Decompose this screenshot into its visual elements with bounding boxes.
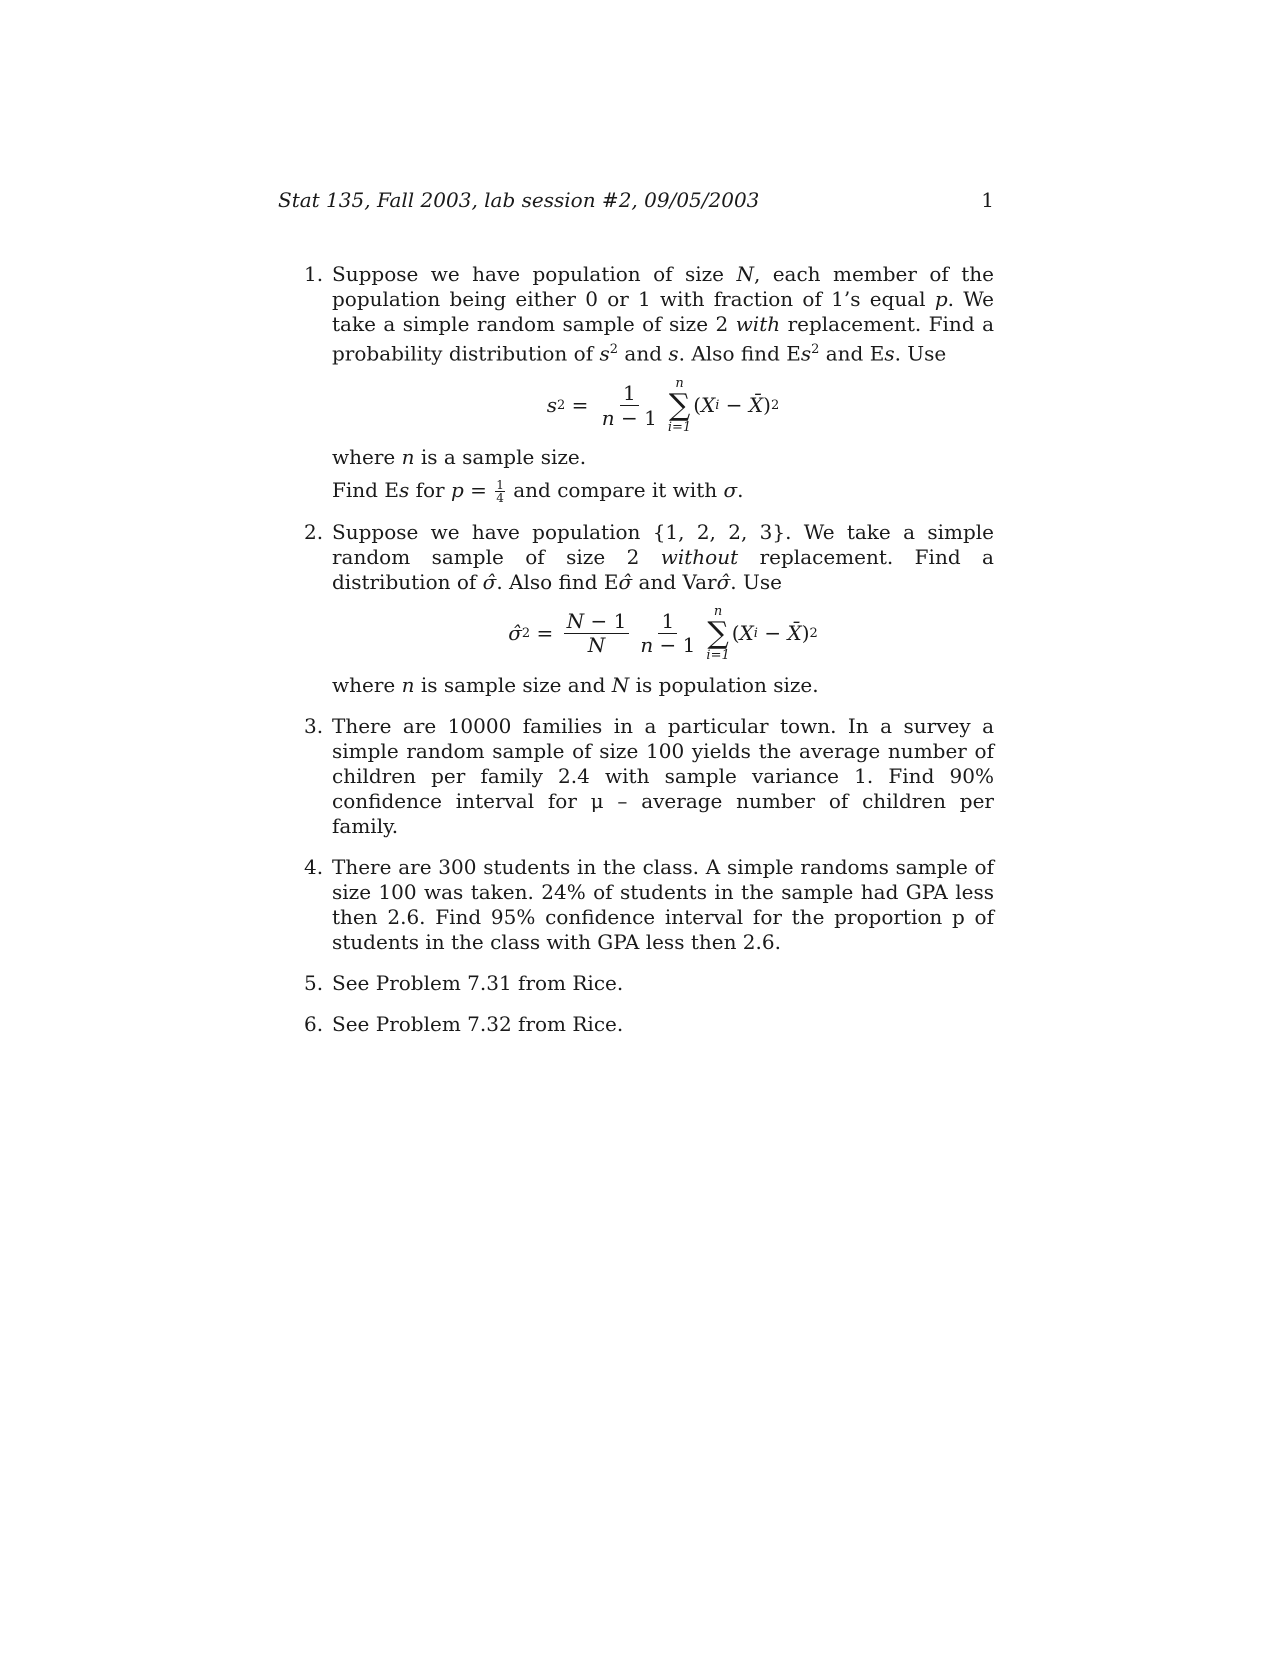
- problem-list-container: [278, 262, 994, 1053]
- problem-number: 1.: [304, 262, 324, 286]
- equation-sample-variance: s 2 = $\frac{1}{n - 1}$ n ∑ i=1 ( X i − X̄ ) 2: [546, 375, 780, 435]
- problem-list: [278, 262, 994, 1037]
- page-header: [278, 188, 994, 212]
- problem-1-where: where n is a sample size.: [332, 444, 587, 469]
- problem-4: [278, 855, 994, 955]
- problem-2: [278, 520, 994, 698]
- problem-number: 2.: [304, 519, 324, 544]
- problem-3-text: There are 10000 families in a particular town. In a survey a simple random sample of size 100 yields the average number of children per family 2.4 with sample variance 1. Find 90% confidence interval for μ – average number of children per family.: [332, 713, 994, 838]
- problem-number: 4.: [304, 854, 324, 879]
- problem-1-text: Suppose we have population of size N, each member of the population being either 0 or 1 with fraction of 1’s equal p. We take a simple random sample of size 2 with replacement. Find a probability distribution of $s^2$ and s. Also find Es$^2$ and Es. Use: [332, 262, 994, 366]
- problem-4-text: There are 300 students in the class. A simple randoms sample of size 100 was taken. 24% of students in the sample had GPA less then 2.6. Find 95% confidence interval for the proportion p of students in the class with GPA less then 2.6.: [332, 854, 994, 954]
- problem-6-text: See Problem 7.32 from Rice.: [332, 1011, 624, 1036]
- problem-1-find: Find Es for p = $\frac{1}{4}$ and compare it with σ.: [332, 477, 744, 505]
- problem-3: [278, 714, 994, 839]
- problem-5-text: See Problem 7.31 from Rice.: [332, 970, 624, 995]
- problem-6: [278, 1012, 994, 1037]
- header-title: Stat 135, Fall 2003, lab session #2, 09/05/2003: [278, 188, 760, 212]
- equation-sigma-hat: σ̂ 2 = $\frac{N - 1}{N}$ $\frac{1}{n - 1}$ n ∑ i=1 ( X i − X̄ ) 2: [508, 603, 818, 663]
- problem-2-where: where n is sample size and N is population size.: [332, 672, 819, 697]
- problem-number: 3.: [304, 713, 324, 738]
- problem-5: [278, 971, 994, 996]
- problem-number: 5.: [304, 970, 324, 995]
- problem-number: 6.: [304, 1011, 324, 1036]
- problem-2-text: Suppose we have population {1, 2, 2, 3}. We take a simple random sample of size 2 without replacement. Find a distribution of σ̂. Also find Eσ̂ and Varσ̂. Use: [332, 519, 994, 594]
- problem-1: [278, 262, 994, 504]
- page-number: 1: [981, 188, 994, 212]
